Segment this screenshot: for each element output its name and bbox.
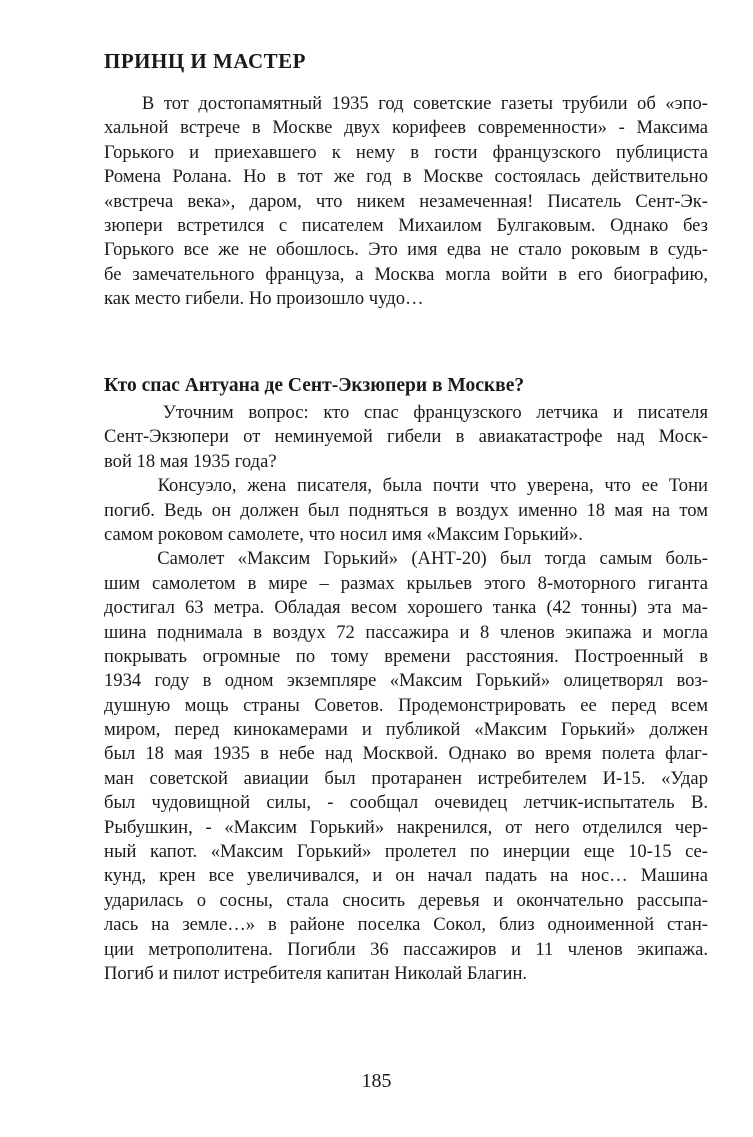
text-line: Рыбушкин, - «Максим Горький» накренился, от него отделился чер- xyxy=(104,816,708,838)
text-line: ман советской авиации был протаранен истребителем И-15. «Удар xyxy=(104,767,708,789)
text-line: ный капот. «Максим Горький» пролетел по инерции еще 10-15 се- xyxy=(104,841,708,863)
text-line: хальной встрече в Москве двух корифеев современности» - Максима xyxy=(104,117,708,139)
text-line: Ромена Ролана. Но в тот же год в Москве состоялась действительно xyxy=(104,166,708,188)
text-line: был 18 мая 1935 в небе над Москвой. Однако во время полета флаг- xyxy=(104,743,708,765)
text-line: кунд, крен все увеличивался, и он начал падать на нос… Машина xyxy=(104,865,708,887)
intro-paragraph xyxy=(104,92,708,312)
text-line: «встреча века», даром, что никем незамеченная! Писатель Сент-Эк- xyxy=(104,190,708,212)
text-line: Горького все же не обошлось. Это имя едва не стало роковым в судь- xyxy=(104,239,708,261)
text-line: ударилась о сосны, стала сносить деревья и окончательно рассыпа- xyxy=(104,889,708,911)
page-number: 185 xyxy=(361,1070,392,1092)
body-text xyxy=(104,401,708,986)
text-line: Уточним вопрос: кто спас французского летчика и писателя xyxy=(104,402,708,423)
text-line: лась на земле…» в районе поселка Сокол, близ одноименной стан- xyxy=(104,914,708,936)
text-line: миром, перед кинокамерами и публикой «Максим Горький» должен xyxy=(104,719,708,741)
text-line: Погиб и пилот истребителя капитан Николай Благин. xyxy=(104,962,528,984)
text-line: как место гибели. Но произошло чудо… xyxy=(104,288,424,310)
text-line: душную мощь страны Советов. Продемонстрировать ее перед всем xyxy=(104,694,708,716)
text-line: погиб. Ведь он должен был подняться в воздух именно 18 мая на том xyxy=(104,499,708,521)
text-line: бе замечательного француза, а Москва могла войти в его биографию, xyxy=(104,263,708,285)
text-line: покрывать огромные по тому времени расстояния. Построенный в xyxy=(104,645,708,667)
text-line: 1934 году в одном экземпляре «Максим Горький» олицетворял воз- xyxy=(104,670,708,692)
text-line: достигал 63 метра. Обладая весом хорошего танка (42 тонны) эта ма- xyxy=(104,597,708,619)
text-line: В тот достопамятный 1935 год советские газеты трубили об «эпо- xyxy=(104,93,708,114)
text-line: Самолет «Максим Горький» (АНТ-20) был тогда самым боль- xyxy=(104,548,708,570)
text-line: ции метрополитена. Погибли 36 пассажиров и 11 членов экипажа. xyxy=(104,938,708,960)
text-line: вой 18 мая 1935 года? xyxy=(104,450,277,472)
text-line: Сент-Экзюпери от неминуемой гибели в авиакатастрофе над Моск- xyxy=(104,426,708,448)
text-line: Горького и приехавшего к нему в гости французского публициста xyxy=(104,141,708,163)
section-heading: Кто спас Антуана де Сент-Экзюпери в Москве? xyxy=(104,375,525,396)
text-line: был чудовищной силы, - сообщал очевидец летчик-испытатель В. xyxy=(104,792,708,814)
text-line: шим самолетом в мире – размах крыльев этого 8-моторного гиганта xyxy=(104,572,708,594)
chapter-title: ПРИНЦ И МАСТЕР xyxy=(104,49,306,73)
text-line: шина поднимала в воздух 72 пассажира и 8 членов экипажа и могла xyxy=(104,621,708,643)
text-line: зюпери встретился с писателем Михаилом Булгаковым. Однако без xyxy=(104,214,708,236)
text-line: Консуэло, жена писателя, была почти что уверена, что ее Тони xyxy=(104,475,708,497)
text-line: самом роковом самолете, что носил имя «Максим Горький». xyxy=(104,523,583,545)
